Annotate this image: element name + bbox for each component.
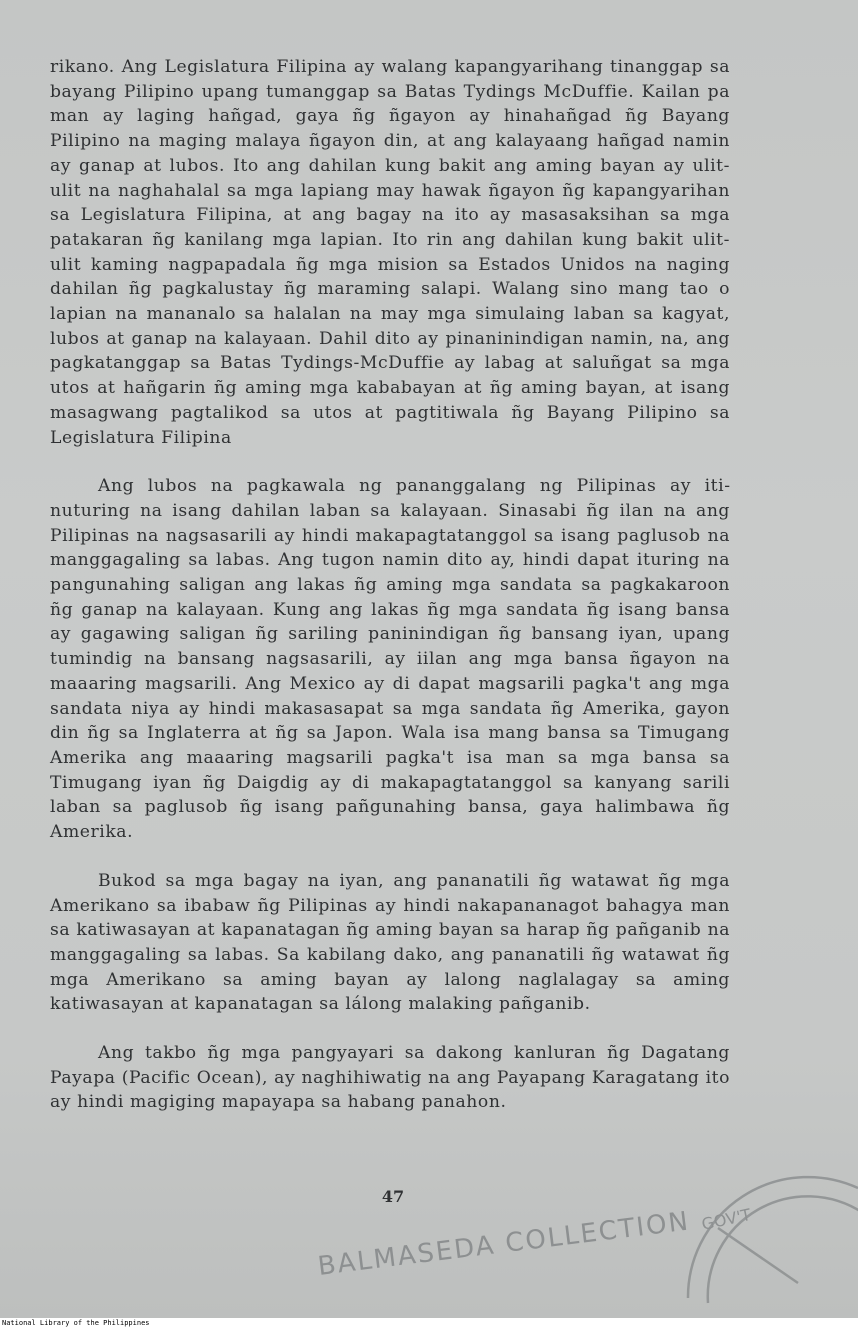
- body-text: [50, 55, 730, 1115]
- seal-text: GOV'T: [699, 1204, 753, 1234]
- paragraph-1: rikano. Ang Legislatura Filipina ay walang kapangyarihang tinanggap sa bayang Pilipino upang tumanggap sa Batas Tydings McDuffie. Kailan pa man ay laging hañgad, gaya ñg ñgayon ay hinahañgad ñg Bayang Pilipino na maging malaya ñgayon din, at ang kalayaang hañgad namin ay ganap at lubos. Ito ang dahilan kung bakit ang aming bayan ay ulit-ulit na naghahalal sa mga lapiang may hawak ñgayon ñg kapangyarihan sa Legislatura Filipina, at ang bagay na ito ay masasaksihan sa mga patakaran ñg kanilang mga lapian. Ito rin ang dahilan kung bakit ulit-ulit kaming nagpapadala ñg mga mision sa Estados Unidos na naging dahilan ñg pagkalustay ñg maraming salapi. Walang sino mang tao o lapian na mananalo sa halalan na may mga simulaing laban sa kagyat, lubos at ganap na kalayaan. Dahil dito ay pinaninindigan namin, na, ang pagkatanggap sa Batas Tydings-McDuffie ay labag at saluñgat sa mga utos at hañgarin ñg aming mga kababayan at ñg aming bayan, at isang masagwang pagtalikod sa utos at pagtitiwala ñg Bayang Pilipino sa Legislatura Filipina: [50, 57, 730, 448]
- page-number: 47: [381, 1187, 405, 1206]
- collection-stamp: BALMASEDA COLLECTION: [316, 1206, 692, 1282]
- library-credit: National Library of the Philippines: [0, 1318, 858, 1328]
- library-seal-stamp: [668, 1158, 858, 1308]
- paragraph-3: Bukod sa mga bagay na iyan, ang pananatili ñg watawat ñg mga Amerikano sa ibabaw ñg Pilipinas ay hindi nakapananagot bahagya man sa katiwasayan at kapanatagan ñg aming bayan sa harap ñg pañganib na manggagaling sa labas. Sa kabilang dako, ang pananatili ñg watawat ñg mga Amerikano sa aming bayan ay lalong naglalagay sa aming katiwasayan at kapanatagan sa lálong malaking pañganib.: [50, 870, 730, 1015]
- paragraph-2: Ang lubos na pagkawala ng pananggalang ng Pilipinas ay itinuturing na isang dahilan laban sa kalayaan. Sinasabi ñg ilan na ang Pilipinas na nagsasarili ay hindi makapagtatanggol sa isang paglusob na manggagaling sa labas. Ang tugon namin dito ay, hindi dapat ituring na pangunahing saligan ang lakas ñg aming mga sandata sa pagkakaroon ñg ganap na kalayaan. Kung ang lakas ñg mga sandata ñg isang bansa ay gagawing saligan ñg sariling paninindigan ñg bansang iyan, upang tumindig na bansang nagsasarili, ay iilan ang mga bansa ñgayon na maaaring magsarili. Ang Mexico ay di dapat magsarili pagka't ang mga sandata niya ay hindi makasasapat sa mga sandata ñg Amerika, gayon din ñg sa Inglaterra at ñg sa Japon. Wala isa mang bansa sa Timugang Amerika ang maaaring magsarili pagka't isa man sa mga bansa sa Timugang iyan ñg Daigdig ay di makapagtatanggol sa kanyang sarili laban sa paglusob ñg isang pañgunahing bansa, gaya halimbawa ñg Amerika.: [50, 476, 730, 843]
- paragraph-4: Ang takbo ñg mga pangyayari sa dakong kanluran ñg Dagatang Payapa (Pacific Ocean), ay naghihiwatig na ang Payapang Karagatang ito ay hindi magiging mapayapa sa habang panahon.: [50, 1043, 730, 1113]
